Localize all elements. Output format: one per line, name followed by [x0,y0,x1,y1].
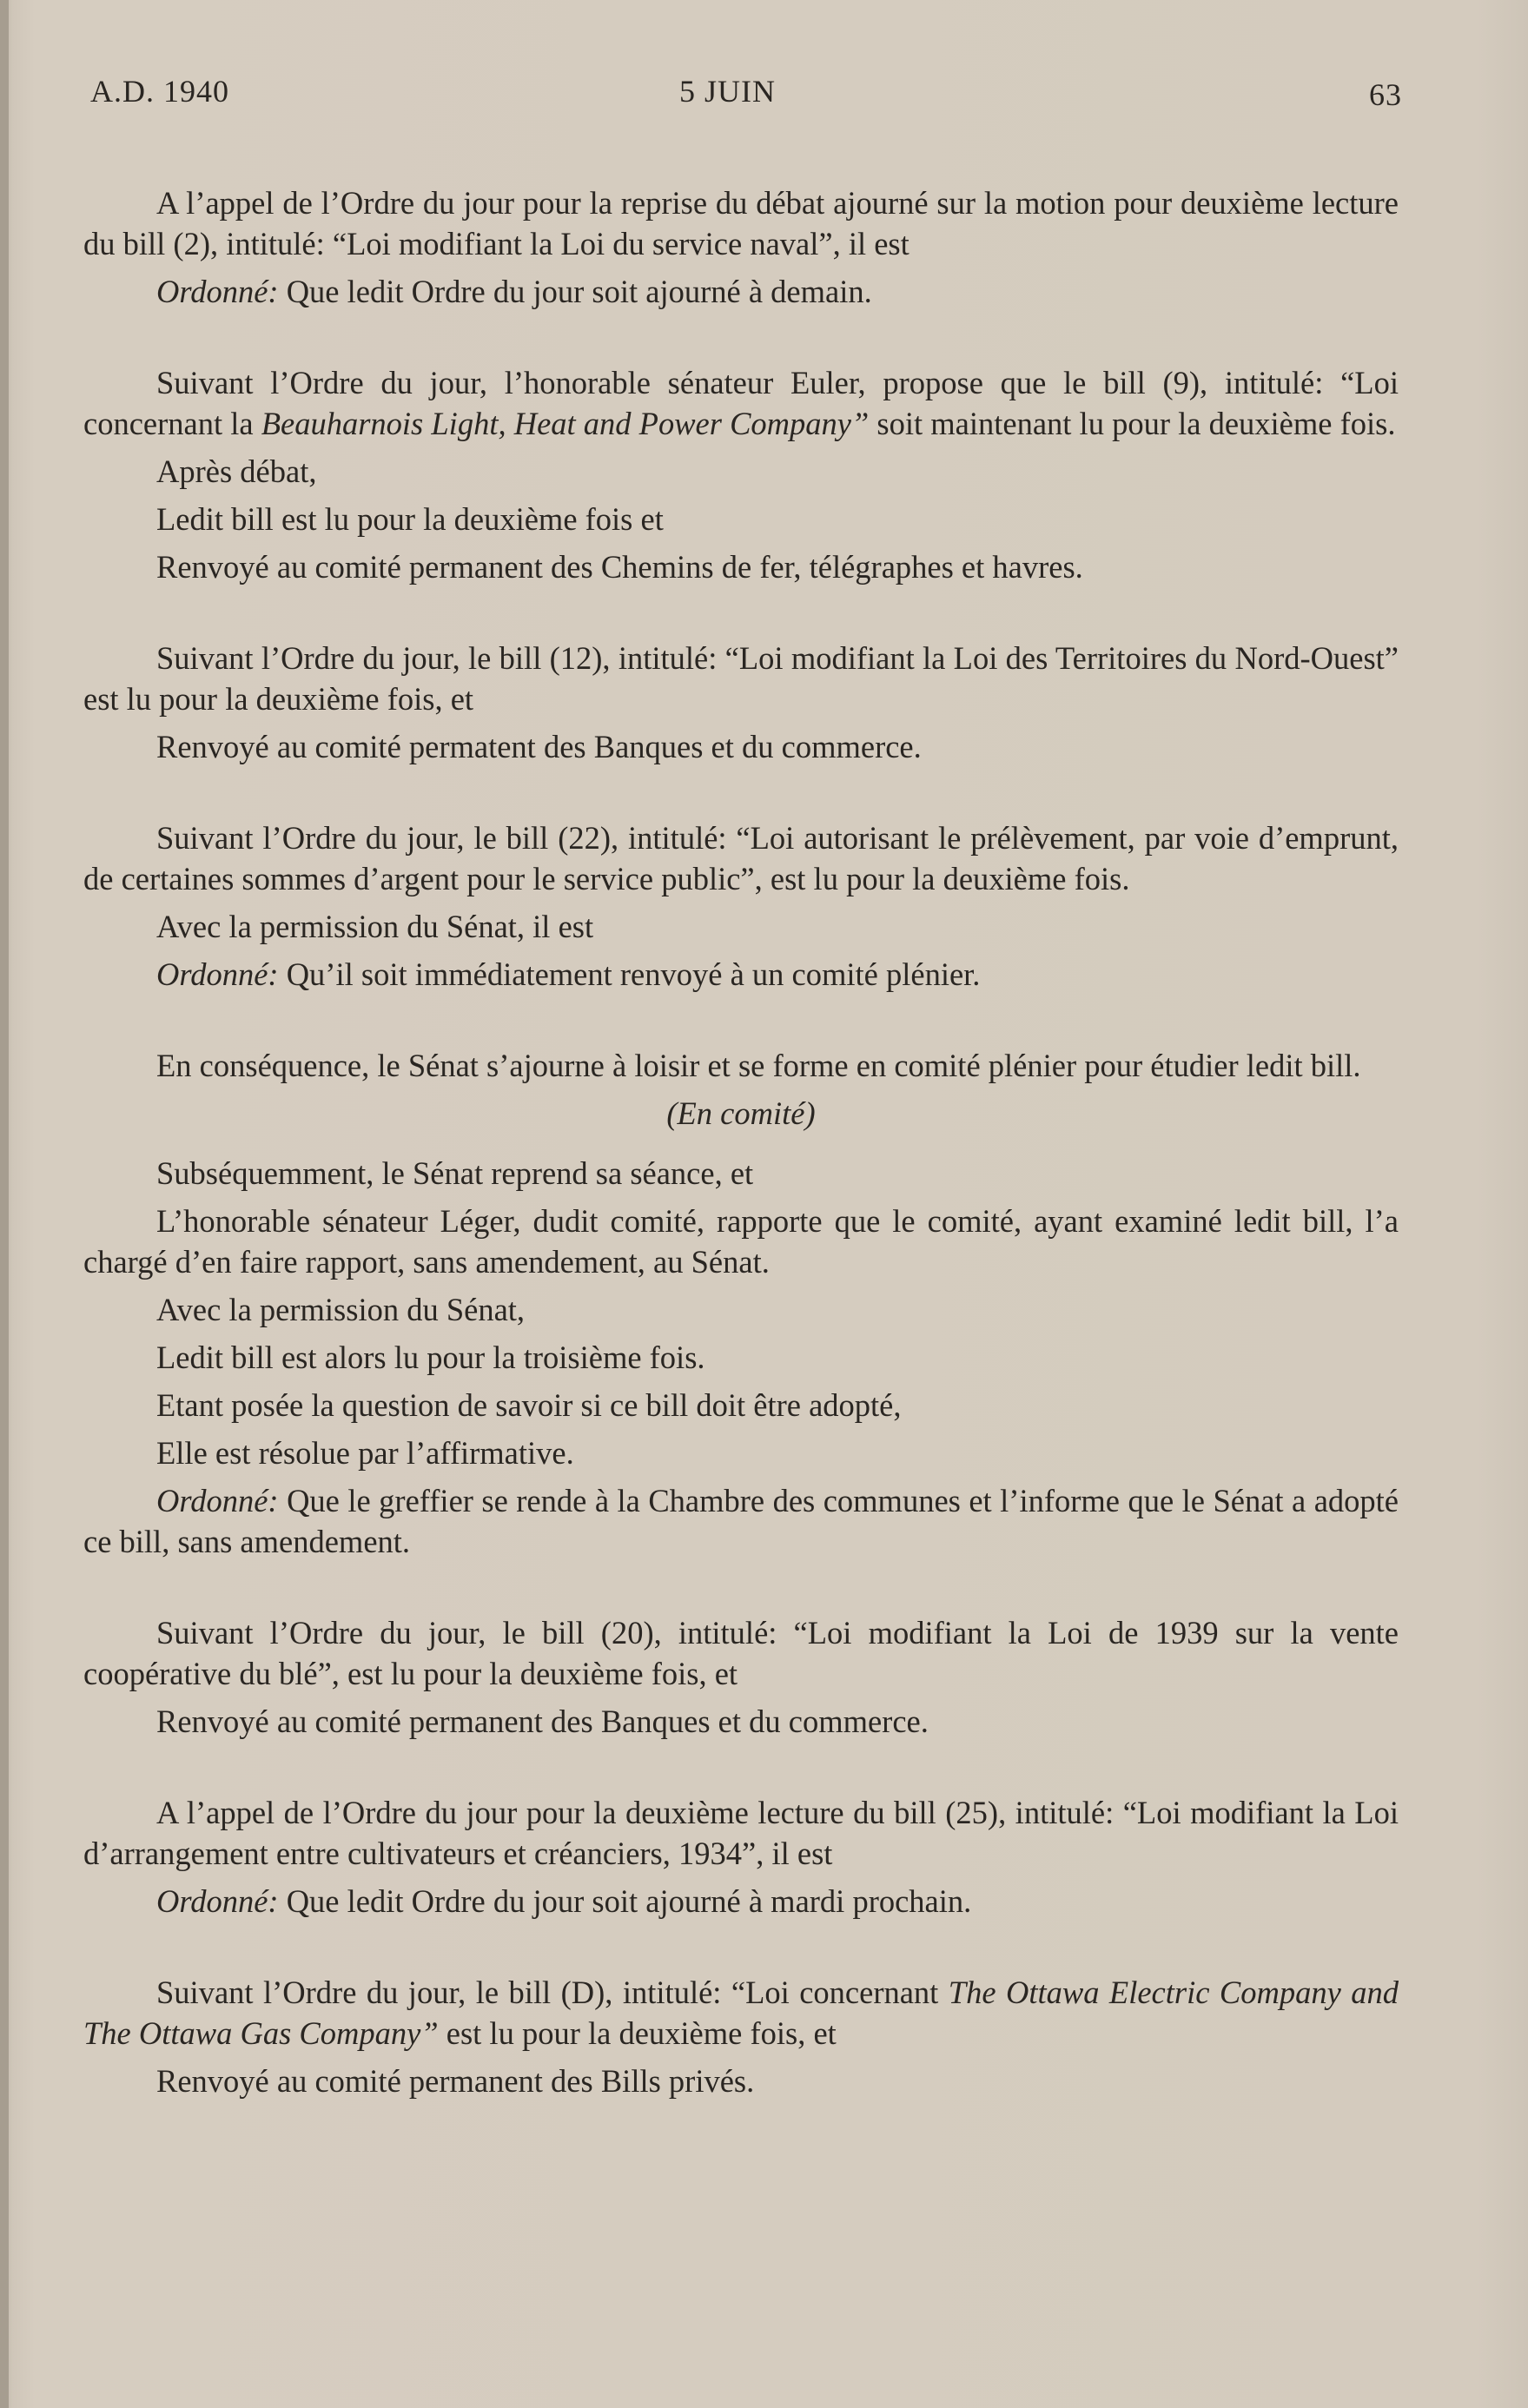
entry-bill-20 [83,1612,1399,1742]
page-number: 63 [1369,77,1402,112]
entry-bill-2-order: Ordonné: Que ledit Ordre du jour soit ajourné à demain. [156,274,872,309]
entry-bill-22 [83,817,1399,995]
entry-bill-9-line-2: Ledit bill est lu pour la deuxième fois et [156,501,664,537]
entry-committee-line-4: Ledit bill est alors lu pour la troisième fois. [156,1340,705,1375]
entry-committee-line-6: Elle est résolue par l’affirmative. [156,1435,574,1471]
entry-bill-22-line-1: Avec la permission du Sénat, il est [156,909,594,944]
entry-bill-25-text: A l’appel de l’Ordre du jour pour la deuxième lecture du bill (25), intitulé: “Loi modifiant la Loi d’arrangement entre cultivateurs et créanciers, 1934”, il est [83,1795,1399,1871]
entry-bill-2 [83,182,1399,312]
binding-edge [0,0,9,2408]
entry-bill-d-text: Suivant l’Ordre du jour, le bill (D), intitulé: “Loi concernant The Ottawa Electric Company and The Ottawa Gas Company” est lu pour la deuxième fois, et [83,1975,1399,2051]
entry-bill-25 [83,1792,1399,1922]
ordered-label: Ordonné: [156,1483,279,1518]
entry-bill-2-text: A l’appel de l’Ordre du jour pour la reprise du débat ajourné sur la motion pour deuxième lecture du bill (2), intitulé: “Loi modifiant la Loi du service naval”, il est [83,185,1399,261]
entry-committee-order: Ordonné: Que le greffier se rende à la Chambre des communes et l’informe que le Sénat a adopté ce bill, sans amendement. [83,1483,1399,1559]
entry-bill-12-line-1: Renvoyé au comité permatent des Banques et du commerce. [156,729,922,764]
entry-committee-line-3: Avec la permission du Sénat, [156,1292,526,1327]
in-committee-heading: (En comité) [666,1095,816,1131]
entry-committee-line-1: Subséquemment, le Sénat reprend sa séance, et [156,1155,754,1191]
entry-bill-12-text: Suivant l’Ordre du jour, le bill (12), intitulé: “Loi modifiant la Loi des Territoires du Nord-Ouest” est lu pour la deuxième fois, et [83,640,1399,717]
page-header [90,73,1402,125]
ordered-label: Ordonné: [156,956,279,992]
entry-bill-22-text: Suivant l’Ordre du jour, le bill (22), intitulé: “Loi autorisant le prélèvement, par voie d’emprunt, de certaines sommes d’argent pour le service public”, est lu pour la deuxième fois. [83,820,1399,896]
entry-committee-text: En conséquence, le Sénat s’ajourne à loisir et se forme en comité plénier pour étudier ledit bill. [156,1048,1361,1083]
entry-bill-9-line-1: Après débat, [156,453,317,489]
header-year: A.D. 1940 [90,74,229,109]
entry-bill-9-text: Suivant l’Ordre du jour, l’honorable sénateur Euler, propose que le bill (9), intitulé: “Loi concernant la Beauharnois Light, Heat and Power Company” soit maintenant lu pour la deuxième fois. [83,365,1399,441]
entry-bill-22-order: Ordonné: Qu’il soit immédiatement renvoyé à un comité plénier. [156,956,981,992]
ordered-label: Ordonné: [156,274,279,309]
header-date: 5 JUIN [679,74,776,109]
entry-bill-9 [83,362,1399,587]
entry-committee [83,1045,1399,1562]
entry-bill-12 [83,638,1399,767]
journal-body [83,182,1399,2101]
entry-bill-25-order: Ordonné: Que ledit Ordre du jour soit ajourné à mardi prochain. [156,1883,972,1919]
entry-bill-d-line-1: Renvoyé au comité permanent des Bills privés. [156,2063,755,2099]
entry-bill-d [83,1972,1399,2101]
entry-bill-20-text: Suivant l’Ordre du jour, le bill (20), intitulé: “Loi modifiant la Loi de 1939 sur la vente coopérative du blé”, est lu pour la deuxième fois, et [83,1615,1399,1691]
entry-bill-20-line-1: Renvoyé au comité permanent des Banques et du commerce. [156,1703,929,1739]
entry-committee-line-5: Etant posée la question de savoir si ce bill doit être adopté, [156,1387,902,1423]
entry-bill-9-line-3: Renvoyé au comité permanent des Chemins de fer, télégraphes et havres. [156,549,1083,585]
ordered-label: Ordonné: [156,1883,279,1919]
entry-committee-line-2: L’honorable sénateur Léger, dudit comité, rapporte que le comité, ayant examiné ledit bill, l’a chargé d’en faire rapport, sans amendement, au Sénat. [83,1203,1399,1280]
